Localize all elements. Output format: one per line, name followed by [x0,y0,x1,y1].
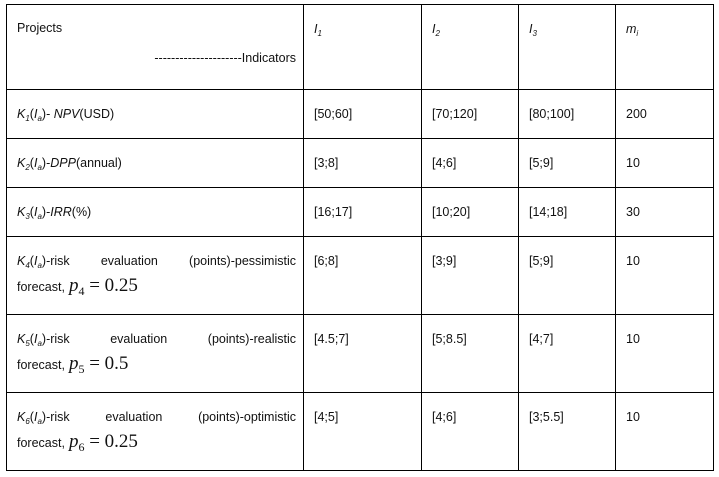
forecast-line [17,275,303,298]
value-text: [70;120] [432,107,478,121]
value-cell [422,139,519,188]
row-label-risk-realistic [7,315,304,393]
value-cell [422,237,519,315]
paren-close: ) [41,156,47,170]
risk-word: (points)-optimistic [198,410,296,424]
col-letter: m [626,22,637,36]
value-text: [3;8] [314,156,339,170]
header-col-i1 [304,5,422,90]
col-letter: I [314,22,318,36]
separator: - [46,156,51,170]
header-col-mi [616,5,714,90]
value-cell [616,139,714,188]
formula-symbol: p [68,353,79,374]
risk-word: -risk [46,332,70,346]
i-letter: I [33,205,38,219]
value-text: [16;17] [314,205,353,219]
value-text: [80;100] [529,107,575,121]
risk-word: (points)-realistic [207,332,296,346]
value-text: [6;8] [314,254,339,268]
risk-description [17,315,303,349]
value-text: 10 [626,332,640,346]
value-cell [519,237,616,315]
value-text: 10 [626,156,640,170]
value-cell [422,188,519,237]
value-cell [616,315,714,393]
indicator-unit: (%) [71,205,92,219]
value-cell [304,139,422,188]
risk-description [17,237,303,271]
value-cell [304,188,422,237]
value-text: 30 [626,205,640,219]
k-letter: K [17,332,26,346]
value-cell [519,315,616,393]
col-letter: I [432,22,436,36]
forecast-label: forecast, [17,436,65,450]
table-header-row [7,5,714,90]
i-subscript: a [37,163,42,172]
separator: - [46,107,54,121]
risk-description [17,393,303,427]
indicator-unit: (annual) [75,156,122,170]
value-cell [616,393,714,471]
value-cell [519,393,616,471]
table-row [7,237,714,315]
paren-close: ) [41,107,47,121]
value-text: 200 [626,107,647,121]
col-subscript: 2 [435,29,440,38]
k-letter: K [17,410,26,424]
header-corner-cell [7,5,304,90]
value-text: [4.5;7] [314,332,349,346]
value-cell [304,237,422,315]
row-label-risk-optimistic [7,393,304,471]
value-text: [5;9] [529,254,554,268]
formula-value: = 0.5 [84,353,129,374]
probability-formula [69,275,138,296]
separator: - [46,205,51,219]
paren-open: ( [29,205,34,219]
table-row [7,139,714,188]
header-col-i2 [422,5,519,90]
value-cell [519,90,616,139]
row-label-risk-pessimistic [7,237,304,315]
k-letter: K [17,205,26,219]
value-cell [616,90,714,139]
table-row [7,90,714,139]
i-subscript: a [37,261,42,270]
col-subscript: 1 [317,29,322,38]
value-text: [14;18] [529,205,568,219]
k-subscript: 5 [25,339,30,348]
value-text: [3;9] [432,254,457,268]
value-text: [10;20] [432,205,471,219]
value-cell [422,315,519,393]
risk-word: -risk [46,254,70,268]
col-subscript: 3 [532,29,537,38]
k-letter: K [17,107,26,121]
forecast-line [17,431,303,454]
value-cell [304,90,422,139]
value-text: [4;6] [432,156,457,170]
formula-symbol: p [68,431,79,452]
paren-close: ) [41,254,47,268]
risk-word: evaluation [100,254,158,268]
i-letter: I [33,332,38,346]
paren-open: ( [29,107,34,121]
value-cell [519,139,616,188]
value-cell [304,393,422,471]
value-cell [422,393,519,471]
probability-formula [69,431,138,452]
i-letter: I [33,410,38,424]
i-letter: I [33,107,38,121]
value-text: [3;5.5] [529,410,564,424]
row-label-npv [7,90,304,139]
k-subscript: 1 [25,114,30,123]
value-cell [304,315,422,393]
paren-open: ( [29,410,34,424]
formula-symbol: p [68,275,79,296]
risk-word: -risk [46,410,70,424]
value-text: 10 [626,410,640,424]
indicators-label: ---------------------Indicators [154,51,296,65]
i-subscript: a [37,114,42,123]
value-cell [422,90,519,139]
value-cell [519,188,616,237]
paren-close: ) [41,205,47,219]
indicator-name: NPV [53,107,80,121]
i-subscript: a [37,212,42,221]
value-text: [50;60] [314,107,353,121]
formula-subscript: 6 [78,440,85,454]
paren-close: ) [41,332,47,346]
paren-open: ( [29,156,34,170]
value-text: [4;7] [529,332,554,346]
i-letter: I [33,254,38,268]
k-subscript: 6 [25,417,30,426]
col-subscript: i [636,29,639,38]
table-row [7,315,714,393]
value-text: [5;9] [529,156,554,170]
table-row [7,188,714,237]
risk-word: (points)-pessimistic [189,254,296,268]
forecast-line [17,353,303,376]
value-cell [616,237,714,315]
probability-formula [69,353,128,374]
formula-value: = 0.25 [84,431,138,452]
i-subscript: a [37,339,42,348]
k-subscript: 3 [25,212,30,221]
risk-word: evaluation [105,410,163,424]
risk-word: evaluation [110,332,168,346]
indicator-name: DPP [50,156,76,170]
k-letter: K [17,254,26,268]
k-subscript: 2 [25,163,30,172]
i-subscript: a [37,417,42,426]
k-letter: K [17,156,26,170]
indicator-name: IRR [50,205,72,219]
forecast-label: forecast, [17,358,65,372]
forecast-label: forecast, [17,280,65,294]
paren-open: ( [29,332,34,346]
paren-open: ( [29,254,34,268]
table-row [7,393,714,471]
projects-label: Projects [17,21,63,35]
row-label-dpp [7,139,304,188]
value-text: [5;8.5] [432,332,467,346]
formula-subscript: 4 [78,284,85,298]
k-subscript: 4 [25,261,30,270]
formula-value: = 0.25 [84,275,138,296]
i-letter: I [33,156,38,170]
value-text: [4;5] [314,410,339,424]
value-cell [616,188,714,237]
formula-subscript: 5 [78,362,85,376]
row-label-irr [7,188,304,237]
col-letter: I [529,22,533,36]
value-text: 10 [626,254,640,268]
indicators-table [6,4,714,471]
header-col-i3 [519,5,616,90]
paren-close: ) [41,410,47,424]
indicator-unit: (USD) [79,107,115,121]
value-text: [4;6] [432,410,457,424]
